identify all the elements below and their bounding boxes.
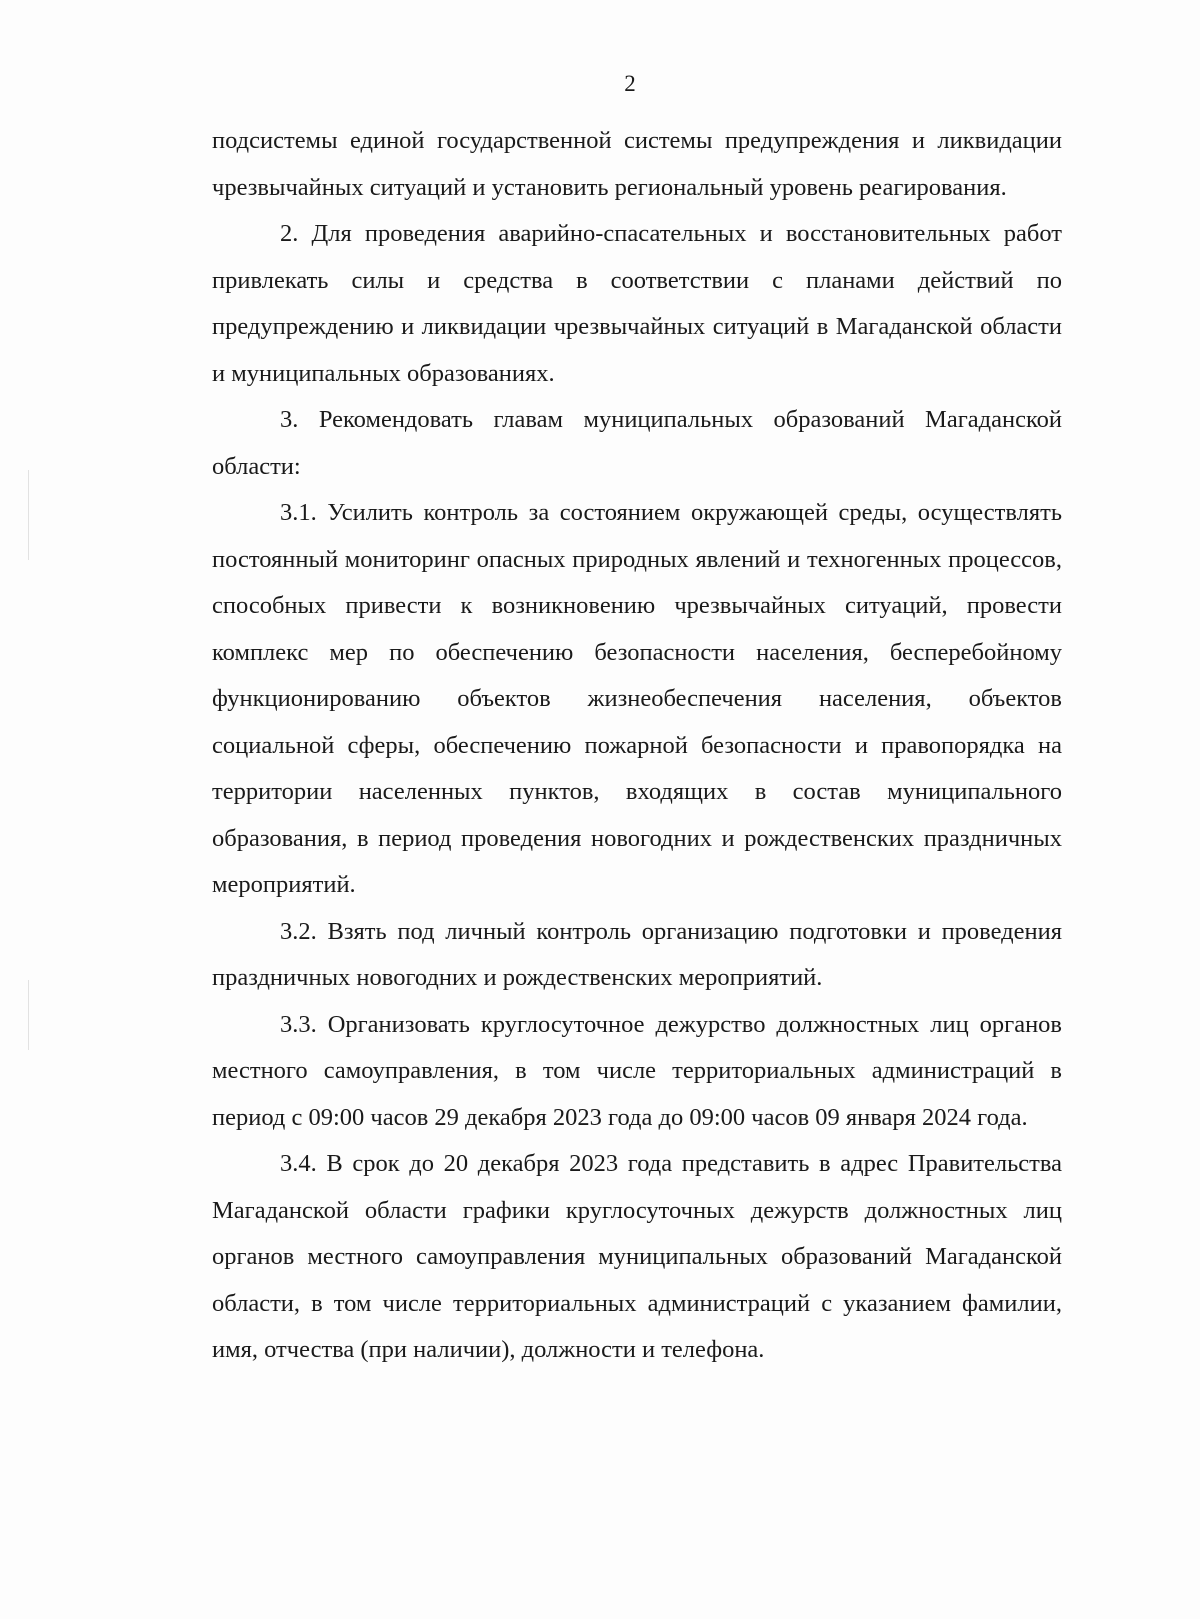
paragraph-item-3: 3. Рекомендовать главам муниципальных образований Магаданской области: xyxy=(212,406,1062,480)
scan-artifact xyxy=(28,470,29,560)
paragraph-continuation: подсистемы единой государственной системы предупреждения и ликвидации чрезвычайных ситуаций и установить региональный уровень реагирования. xyxy=(212,127,1062,201)
paragraph-item-2: 2. Для проведения аварийно-спасательных и восстановительных работ привлекать силы и средства в соответствии с планами действий по предупреждению и ликвидации чрезвычайных ситуаций в Магаданской области и муниципальных образованиях. xyxy=(212,220,1062,387)
page-number: 2 xyxy=(624,71,636,96)
document-body xyxy=(212,118,1062,1374)
paragraph-item-3-1: 3.1. Усилить контроль за состоянием окружающей среды, осуществлять постоянный мониторинг опасных природных явлений и техногенных процессов, способных привести к возникновению чрезвычайных ситуаций, провести комплекс мер по обеспечению безопасности населения, бесперебойному функционированию объектов жизнеобеспечения населения, объектов социальной сферы, обеспечению пожарной безопасности и правопорядка на территории населенных пунктов, входящих в состав муниципального образования, в период проведения новогодних и рождественских праздничных мероприятий. xyxy=(212,499,1062,898)
paragraph-item-3-3: 3.3. Организовать круглосуточное дежурство должностных лиц органов местного самоуправления, в том числе территориальных администраций в период с 09:00 часов 29 декабря 2023 года до 09:00 часов 09 января 2024 года. xyxy=(212,1010,1062,1131)
paragraph-item-3-4: 3.4. В срок до 20 декабря 2023 года представить в адрес Правительства Магаданской области графики круглосуточных дежурств должностных лиц органов местного самоуправления муниципальных образований Магаданской области, в том числе территориальных администраций с указанием фамилии, имя, отчества (при наличии), должности и телефона. xyxy=(212,1150,1062,1363)
scan-artifact xyxy=(28,980,29,1050)
paragraph-item-3-2: 3.2. Взять под личный контроль организацию подготовки и проведения праздничных новогодних и рождественских мероприятий. xyxy=(212,917,1062,991)
